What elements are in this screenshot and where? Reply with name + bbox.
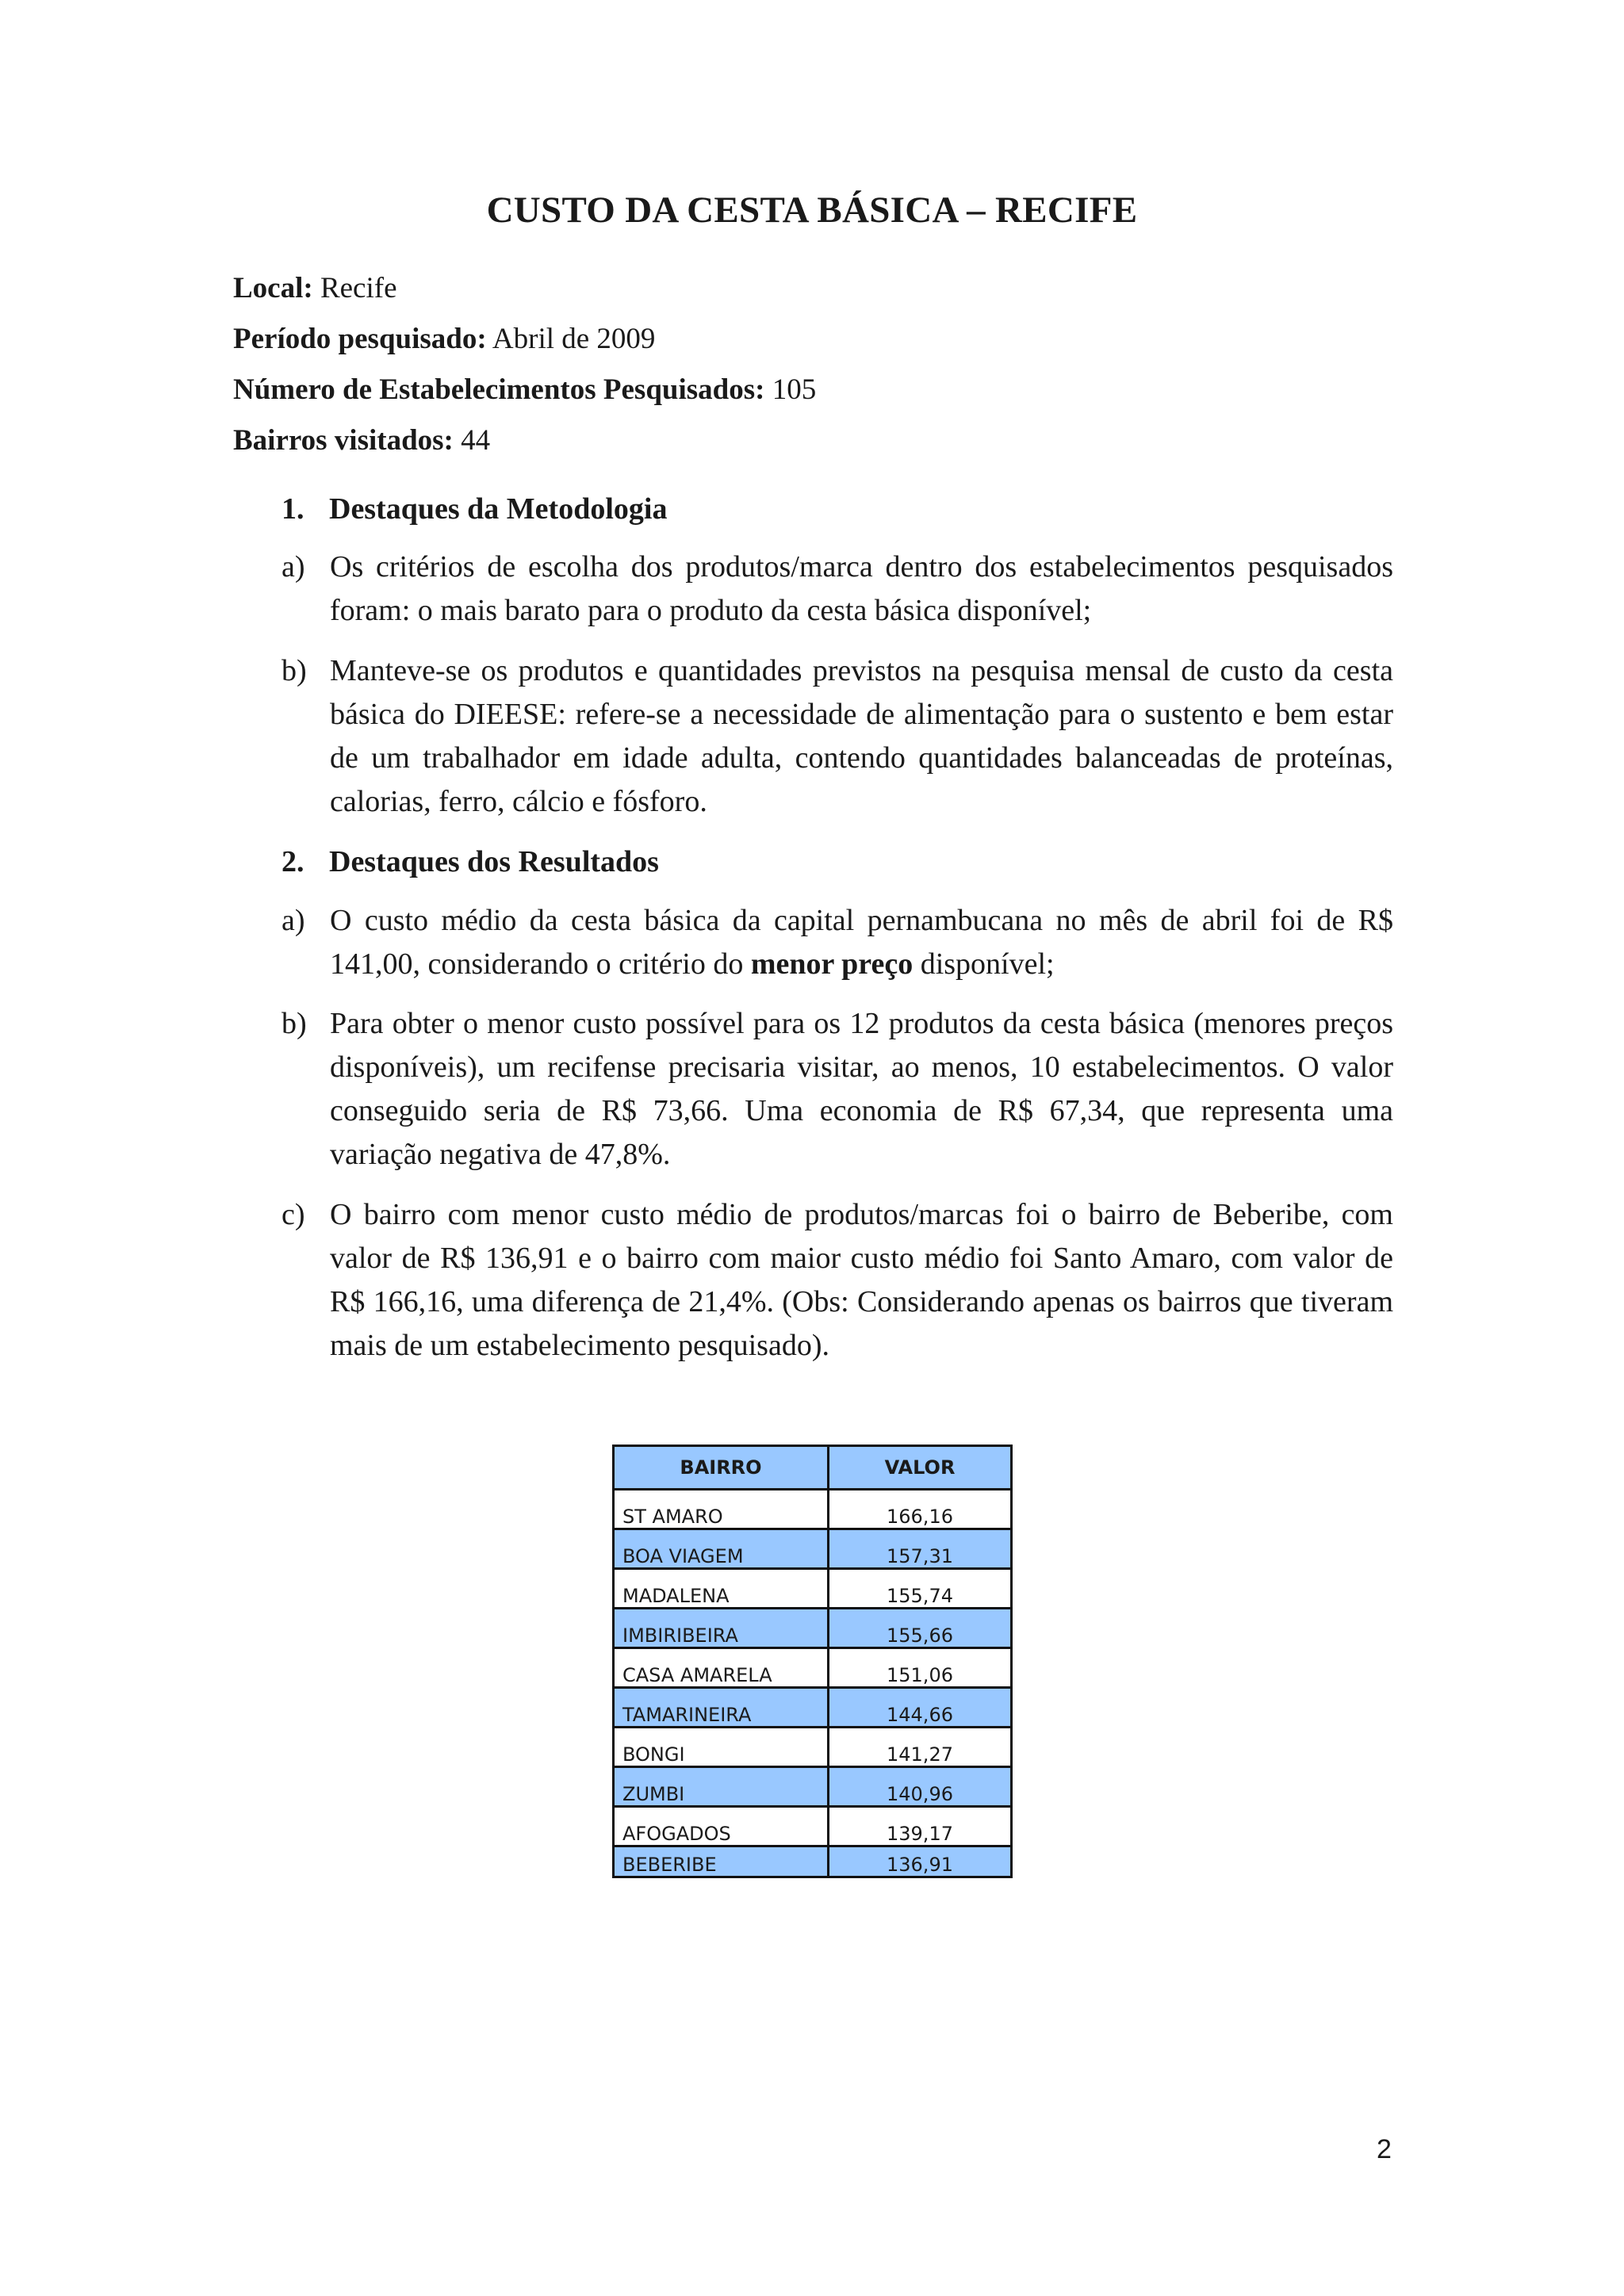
- bairro-cell: TAMARINEIRA: [614, 1688, 829, 1728]
- valor-cell: 166,16: [829, 1490, 1012, 1529]
- valor-cell: 139,17: [829, 1807, 1012, 1846]
- bairro-cell: CASA AMARELA: [614, 1648, 829, 1688]
- meta-establishments: [233, 371, 816, 422]
- table-row: [614, 1569, 1012, 1609]
- valor-cell: 155,74: [829, 1569, 1012, 1609]
- survey-info: [233, 270, 816, 473]
- item-text: Os critérios de escolha dos produtos/marca dentro dos estabelecimentos pesquisados foram: o mais barato para o produto da cesta básica disponível;: [330, 550, 1393, 627]
- table-row: [614, 1688, 1012, 1728]
- meta-label: Bairros visitados:: [233, 424, 454, 457]
- bairro-cell: MADALENA: [614, 1569, 829, 1609]
- neighborhood-cost-table: [612, 1445, 1013, 1878]
- bairro-cell: BEBERIBE: [614, 1846, 829, 1877]
- column-header-valor: VALOR: [829, 1446, 1012, 1490]
- meta-period: [233, 320, 816, 371]
- valor-cell: 157,31: [829, 1529, 1012, 1569]
- valor-cell: 141,27: [829, 1728, 1012, 1767]
- item-text-emphasis: menor preço: [750, 947, 914, 981]
- table-row: [614, 1767, 1012, 1807]
- section-heading-results: [282, 844, 659, 879]
- item-text: Para obter o menor custo possível para os 12 produtos da cesta básica (menores preços disponíveis), um recifense precisaria visitar, ao menos, 10 estabelecimentos. O valor conseguido seria de R$ 73,66. Uma economia de R$ 67,34, que representa uma variação negativa de 47,8%.: [330, 1007, 1393, 1171]
- meta-value: Recife: [320, 272, 397, 304]
- item-text-part: O custo médio da cesta básica da capital pernambucana no mês de abril foi de R$ 141,00, considerando o critério do: [330, 904, 1393, 981]
- meta-neighborhoods: [233, 422, 816, 473]
- list-item: [282, 649, 1393, 824]
- section-number: 2.: [282, 845, 304, 878]
- meta-label: Local:: [233, 272, 313, 304]
- table-row: [614, 1648, 1012, 1688]
- item-text: Manteve-se os produtos e quantidades previstos na pesquisa mensal de custo da cesta básica do DIEESE: refere-se a necessidade de alimentação para o sustento e bem estar de um trabalhador em idade adulta, contendo quantidades balanceadas de proteínas, calorias, ferro, cálcio e fósforo.: [330, 654, 1393, 818]
- table-row: [614, 1609, 1012, 1648]
- bairro-cell: IMBIRIBEIRA: [614, 1609, 829, 1648]
- item-marker: c): [282, 1198, 305, 1231]
- table-row: [614, 1728, 1012, 1767]
- meta-value: 44: [461, 424, 491, 457]
- meta-value: Abril de 2009: [492, 323, 656, 355]
- table-row: [614, 1846, 1012, 1877]
- bairro-cell: ST AMARO: [614, 1490, 829, 1529]
- bairro-cell: BOA VIAGEM: [614, 1529, 829, 1569]
- valor-cell: 151,06: [829, 1648, 1012, 1688]
- item-marker: b): [282, 654, 307, 687]
- item-text: [330, 899, 1393, 986]
- section-title: Destaques da Metodologia: [329, 492, 668, 526]
- item-marker: a): [282, 550, 305, 584]
- valor-cell: 140,96: [829, 1767, 1012, 1807]
- item-marker: b): [282, 1007, 307, 1040]
- valor-cell: 155,66: [829, 1609, 1012, 1648]
- list-item: [282, 1193, 1393, 1368]
- table-row: [614, 1490, 1012, 1529]
- section-title: Destaques dos Resultados: [329, 845, 659, 878]
- item-text: O bairro com menor custo médio de produtos/marcas foi o bairro de Beberibe, com valor de R$ 136,91 e o bairro com maior custo médio foi Santo Amaro, com valor de R$ 166,16, uma diferença de 21,4%. (Obs: Considerando apenas os bairros que tiveram mais de um estabelecimento pesquisado).: [330, 1198, 1393, 1362]
- page-title: CUSTO DA CESTA BÁSICA – RECIFE: [486, 189, 1138, 231]
- meta-local: [233, 270, 816, 320]
- table-row: [614, 1529, 1012, 1569]
- bairro-cell: ZUMBI: [614, 1767, 829, 1807]
- valor-cell: 136,91: [829, 1846, 1012, 1877]
- section-number: 1.: [282, 492, 304, 526]
- item-text-part: disponível;: [913, 947, 1055, 981]
- table-header-row: [614, 1446, 1012, 1490]
- list-item: [282, 1002, 1393, 1177]
- section-heading-methodology: [282, 492, 667, 526]
- column-header-bairro: BAIRRO: [614, 1446, 829, 1490]
- meta-label: Número de Estabelecimentos Pesquisados:: [233, 373, 765, 406]
- list-item: [282, 899, 1393, 986]
- page-number: 2: [1377, 2134, 1392, 2164]
- meta-value: 105: [772, 373, 817, 406]
- valor-cell: 144,66: [829, 1688, 1012, 1728]
- bairro-cell: AFOGADOS: [614, 1807, 829, 1846]
- list-item: [282, 545, 1393, 633]
- table-row: [614, 1807, 1012, 1846]
- item-marker: a): [282, 904, 305, 937]
- bairro-cell: BONGI: [614, 1728, 829, 1767]
- meta-label: Período pesquisado:: [233, 323, 487, 355]
